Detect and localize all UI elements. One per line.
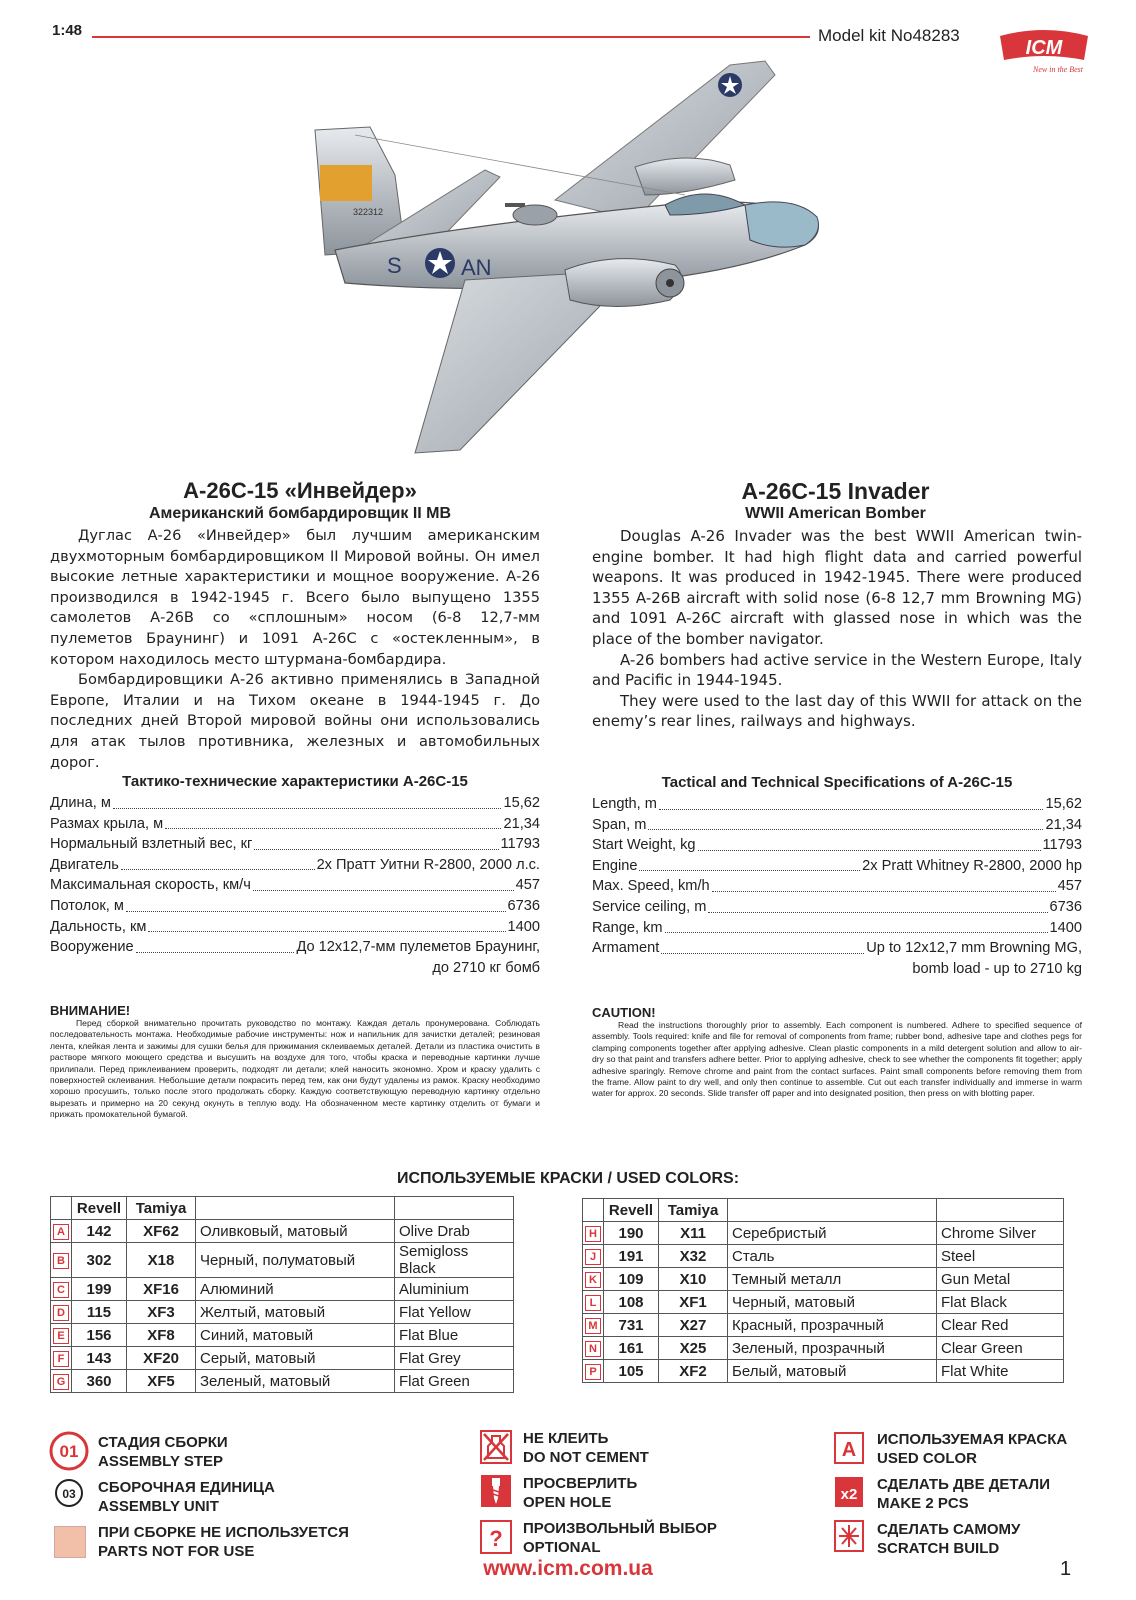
color-code-badge: D	[53, 1305, 69, 1321]
spec-value: 2x Pratt Whitney R-2800, 2000 hp	[862, 857, 1082, 874]
spec-label: Max. Speed, km/h	[592, 878, 710, 895]
color-code-badge: M	[585, 1318, 601, 1334]
unit-number: 03	[62, 1487, 76, 1501]
color-code-badge: G	[53, 1374, 69, 1390]
spec-label: Range, km	[592, 919, 663, 936]
step-number: 01	[59, 1442, 79, 1461]
legend-assembly-step: СТАДИЯ СБОРКИ ASSEMBLY STEP	[98, 1434, 228, 1470]
legend-make-2: СДЕЛАТЬ ДВЕ ДЕТАЛИ MAKE 2 PCS	[877, 1476, 1050, 1512]
table-row: N 161 X25 Зеленый, прозрачный Clear Green	[583, 1337, 1064, 1360]
legend-optional: ПРОИЗВОЛЬНЫЙ ВЫБОР OPTIONAL	[523, 1520, 717, 1556]
table-row: C 199 XF16 Алюминий Aluminium	[51, 1278, 514, 1301]
table-header-row	[583, 1199, 1064, 1222]
spec-label: Двигатель	[50, 856, 119, 873]
color-code-sample: A	[841, 1439, 857, 1461]
website-link[interactable]: www.icm.com.ua	[483, 1557, 653, 1580]
en-subtitle: WWII American Bomber	[745, 505, 926, 522]
spec-value: 6736	[507, 897, 540, 914]
legend-not-for-use: ПРИ СБОРКЕ НЕ ИСПОЛЬЗУЕТСЯ PARTS NOT FOR USE	[98, 1524, 349, 1560]
scratch-build-icon	[834, 1520, 864, 1552]
col-revell: Revell	[72, 1197, 127, 1220]
spec-row	[50, 834, 540, 855]
color-code-badge: A	[53, 1224, 69, 1240]
ru-caution-text: Перед сборкой внимательно прочитать руководство по монтажу. Каждая деталь пронумерована. Соблюдать последовательность монтажа. Необходимые рабочие инструменты: нож и напильник для зачистки деталей; резиновая лента, клейкая лента и зажимы для сушки белья для прижимания склеиваемых деталей. Детали из пластика очистить в растворе мягкого моющего средства и высушить на воздухе для того, чтобы краска и переводные картинки лучше прилипали. Перед приклеиванием проверить, подходят ли детали; клей наносить экономно. Хром и краску удалить с поверхностей склеивания. Небольшие детали покрасить перед тем, как они будут удалены из рамок. Краску необходимо хорошо просушить, только после этого продолжать сборку. Каждую соответствующую переводную картинку отдельно вырезать и примерно на 20 секунд окунуть в теплую воду. На обозначенном месте картинку отделить от бумаги и прижать промокательной бумагой.	[50, 1018, 540, 1120]
ru-paragraph: Бомбардировщики А-26 активно применялись в Западной Европе, Италии и на Тихом океане в 1944-1945 г. До последних дней Второй мировой войны они использовались для атак тылов противника, железных и автомобильных дорог.	[50, 671, 540, 771]
spec-row	[592, 794, 1082, 815]
spec-value: 1400	[1049, 919, 1082, 936]
drill-icon	[480, 1474, 512, 1508]
spec-value: 1400	[507, 918, 540, 935]
color-code-badge: C	[53, 1282, 69, 1298]
legend-used-color: ИСПОЛЬЗУЕМАЯ КРАСКА USED COLOR	[877, 1431, 1068, 1467]
spec-value: 6736	[1049, 898, 1082, 915]
color-code-badge: P	[585, 1364, 601, 1380]
spec-continuation: до 2710 кг бомб	[432, 959, 540, 976]
table-row: B 302 X18 Черный, полуматовый Semigloss Black	[51, 1243, 514, 1278]
spec-row	[50, 793, 540, 814]
spec-row	[592, 876, 1082, 897]
ru-subtitle: Американский бомбардировщик II МВ	[148, 505, 452, 522]
col-tamiya: Tamiya	[127, 1197, 196, 1220]
en-title: A-26C-15 Invader	[741, 478, 930, 504]
spec-continuation: bomb load - up to 2710 kg	[912, 960, 1082, 977]
en-paragraph: A-26 bombers had active service in the Western Europe, Italy and Pacific in 1944-1945.	[592, 650, 1082, 690]
optional-mark: ?	[489, 1526, 503, 1551]
en-specs-list	[592, 794, 1082, 979]
en-caution	[592, 1005, 1082, 1100]
table-row: L 108 XF1 Черный, матовый Flat Black	[583, 1291, 1064, 1314]
color-code-badge: F	[53, 1351, 69, 1367]
spec-label: Вооружение	[50, 939, 134, 956]
color-code-badge: H	[585, 1226, 601, 1242]
ru-specs-list	[50, 793, 540, 978]
legend-no-cement: НЕ КЛЕИТЬ DO NOT CEMENT	[523, 1430, 649, 1466]
tail-number: 322312	[353, 207, 384, 217]
spec-label: Engine	[592, 857, 638, 874]
spec-label: Start Weight, kg	[592, 837, 696, 854]
colors-table-left	[50, 1196, 514, 1393]
spec-row	[50, 896, 540, 917]
make-two-icon	[834, 1476, 864, 1508]
make-two-mark: x2	[840, 1486, 858, 1503]
spec-label: Потолок, м	[50, 897, 124, 914]
icm-logo	[996, 26, 1092, 78]
spec-row	[50, 814, 540, 835]
en-description	[592, 526, 1082, 732]
en-paragraph: They were used to the last day of this WWII for attack on the enemy’s rear lines, railways and highways.	[592, 691, 1082, 731]
used-color-icon	[834, 1432, 864, 1464]
ru-specs-title: Тактико-технические характеристики А-26С-15	[122, 773, 468, 790]
logo-tagline: New in the Best	[1033, 65, 1083, 74]
spec-row	[50, 917, 540, 938]
logo-text: ICM	[1025, 37, 1063, 59]
en-caution-title: CAUTION!	[592, 1005, 656, 1020]
ru-description	[50, 526, 540, 773]
spec-value: 15,62	[503, 795, 540, 811]
spec-row	[50, 855, 540, 876]
spec-label: Размах крыла, м	[50, 815, 164, 832]
spec-label: Максимальная скорость, км/ч	[50, 877, 251, 894]
spec-row	[592, 897, 1082, 918]
spec-row	[592, 938, 1082, 959]
spec-value: 11793	[500, 836, 540, 853]
spec-value: 11793	[1042, 837, 1082, 854]
color-code-badge: E	[53, 1328, 69, 1344]
spec-row	[50, 937, 540, 958]
color-code-badge: K	[585, 1272, 601, 1288]
col-revell: Revell	[604, 1199, 659, 1222]
ru-paragraph: Дуглас А-26 «Инвейдер» был лучшим американским двухмоторным бомбардировщиком II Мировой войны. Он имел высокие летные характеристики и мощное вооружение. А-26 производился в 1942-1945 г. Всего было выпущено 1355 самолетов А-26В со «сплошным» носом (6-8 12,7-мм пулеметов Браунинг) и 1091 А-26С с «остекленным», в котором находилось место штурмана-бомбардира.	[50, 527, 540, 668]
en-caution-text: Read the instructions thoroughly prior to assembly. Each component is numbered. Adhere to specified sequence of assembly. Tools required: knife and file for removal of components from frame; rubber bond, adhesive tape and clothes pegs for clamping components together after applying adhesive. Clean plastic components in a mild detergent solution and allow to air-dry so that paint and transfers adhere better. Prior to applying adhesive, check to see whether the components fit together; apply adhesive sparingly. Remove chrome and paint from the contact surfaces. Paint small components before removing them from the frame. Allow paint to dry well, and only then continue to assemble. Cut out each transfer individually and immerse in warm water for approx. 20 seconds. Slide transfer off paper and into designated position, then press on with blotting paper.	[592, 1020, 1082, 1099]
en-specs-title: Tactical and Technical Specifications of A-26C-15	[661, 774, 1013, 791]
col-tamiya: Tamiya	[659, 1199, 728, 1222]
fuselage-code: S	[387, 253, 402, 278]
spec-value: 21,34	[503, 815, 540, 832]
legend-scratch-build: СДЕЛАТЬ САМОМУ SCRATCH BUILD	[877, 1521, 1021, 1557]
spec-value: Up to 12x12,7 mm Browning MG,	[866, 940, 1082, 957]
colors-table-right	[582, 1198, 1064, 1383]
table-header-row	[51, 1197, 514, 1220]
spec-label: Span, m	[592, 816, 647, 833]
legend-open-hole: ПРОСВЕРЛИТЬ OPEN HOLE	[523, 1475, 638, 1511]
table-row: F 143 XF20 Серый, матовый Flat Grey	[51, 1347, 514, 1370]
table-row: K 109 X10 Темный металл Gun Metal	[583, 1268, 1064, 1291]
spec-row	[592, 815, 1082, 836]
color-code-badge: L	[585, 1295, 601, 1311]
spec-label: Длина, м	[50, 795, 111, 811]
used-colors-title: ИСПОЛЬЗУЕМЫЕ КРАСКИ / USED COLORS:	[396, 1170, 740, 1187]
spec-value: 457	[515, 877, 540, 894]
spec-label: Service ceiling, m	[592, 898, 707, 915]
spec-row	[592, 835, 1082, 856]
fuselage-code-2: AN	[461, 255, 492, 280]
table-row: E 156 XF8 Синий, матовый Flat Blue	[51, 1324, 514, 1347]
no-cement-icon	[480, 1430, 512, 1464]
spec-value: 21,34	[1045, 816, 1082, 833]
table-row: G 360 XF5 Зеленый, матовый Flat Green	[51, 1370, 514, 1393]
spec-value: 15,62	[1045, 796, 1082, 812]
page-number: 1	[1060, 1558, 1072, 1580]
kit-number: Model kit No48283	[818, 26, 960, 45]
ru-caution	[50, 1003, 540, 1121]
table-row: D 115 XF3 Желтый, матовый Flat Yellow	[51, 1301, 514, 1324]
a26-aircraft-illustration	[165, 55, 865, 465]
optional-icon	[480, 1520, 512, 1554]
spec-label: Armament	[592, 940, 660, 957]
spec-row	[592, 856, 1082, 877]
spec-value: 2х Пратт Уитни R-2800, 2000 л.с.	[316, 856, 540, 873]
spec-label: Дальность, км	[50, 918, 147, 935]
color-code-badge: B	[53, 1253, 69, 1269]
parts-not-for-use-swatch	[54, 1526, 86, 1558]
spec-label: Length, m	[592, 796, 657, 812]
assembly-unit-icon	[54, 1478, 84, 1508]
assembly-step-icon	[48, 1430, 90, 1472]
spec-row	[50, 875, 540, 896]
spec-value: 457	[1057, 878, 1082, 895]
spec-value: До 12х12,7-мм пулеметов Браунинг,	[296, 939, 540, 956]
color-code-badge: N	[585, 1341, 601, 1357]
color-code-badge: J	[585, 1249, 601, 1265]
table-row: H 190 X11 Серебристый Chrome Silver	[583, 1222, 1064, 1245]
ru-title: A-26C-15 «Инвейдер»	[183, 478, 417, 503]
spec-row	[592, 918, 1082, 939]
scale-label: 1:48	[52, 22, 83, 39]
en-paragraph: Douglas A-26 Invader was the best WWII American twin-engine bomber. It had high flight data and carried powerful weapons. It was produced in 1942-1945. There were produced 1355 A-26B aircraft with solid nose (6-8 12,7 mm Browning MG) and 1091 A-26C aircraft with glassed nose in which was the place of the bomber navigator.	[592, 527, 1082, 648]
table-row: J 191 X32 Сталь Steel	[583, 1245, 1064, 1268]
ru-caution-title: ВНИМАНИЕ!	[50, 1003, 131, 1018]
table-row: M 731 X27 Красный, прозрачный Clear Red	[583, 1314, 1064, 1337]
table-row: A 142 XF62 Оливковый, матовый Olive Drab	[51, 1220, 514, 1243]
spec-label: Нормальный взлетный вес, кг	[50, 836, 253, 853]
legend-assembly-unit: СБОРОЧНАЯ ЕДИНИЦА ASSEMBLY UNIT	[98, 1479, 275, 1515]
table-row: P 105 XF2 Белый, матовый Flat White	[583, 1360, 1064, 1383]
header-rule	[92, 36, 810, 38]
